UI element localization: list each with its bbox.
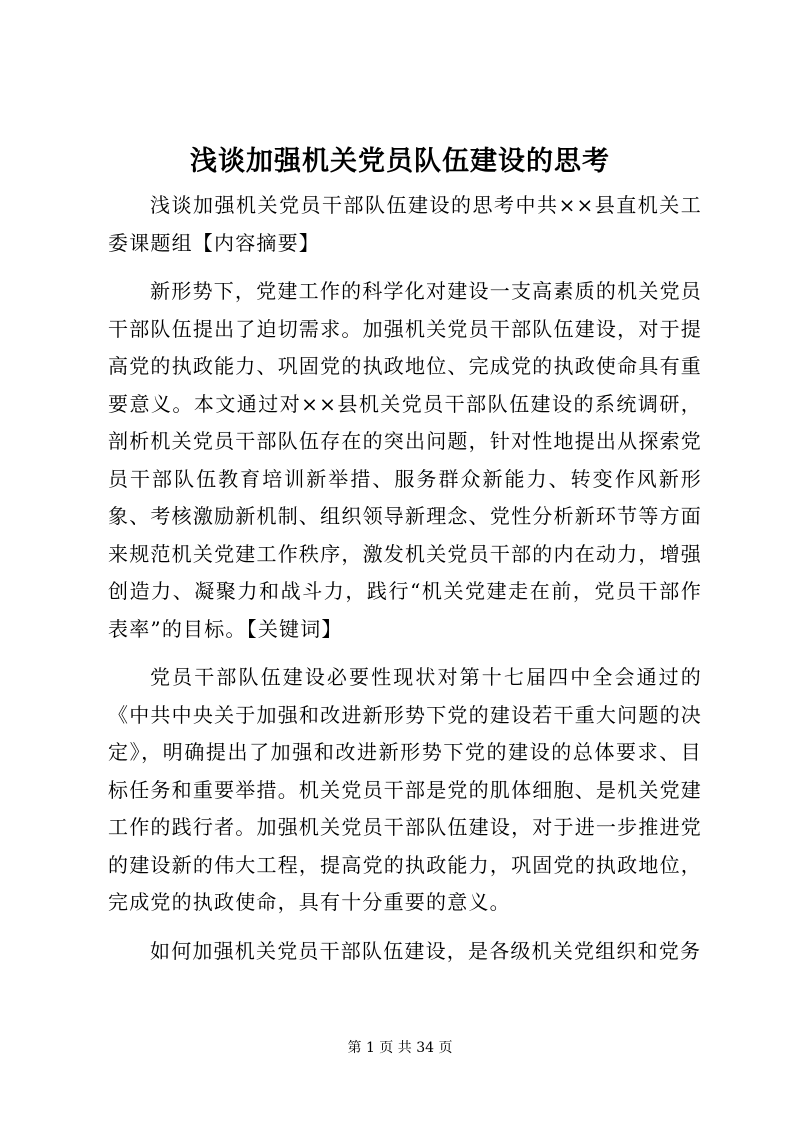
document-body	[108, 187, 702, 981]
paragraph-background: 党员干部队伍建设必要性现状对第十七届四中全会通过的《中共中央关于加强和改进新形势下党的建设若干重大问题的决定》，明确提出了加强和改进新形势下党的建设的总体要求、目标任务和重要举措。机关党员干部是党的肌体细胞、是机关党建工作的践行者。加强机关党员干部队伍建设，对于进一步推进党的建设新的伟大工程，提高党的执政能力，巩固党的执政地位，完成党的执政使命，具有十分重要的意义。	[108, 665, 702, 914]
page-number-footer: 第 1 页 共 34 页	[347, 1040, 453, 1056]
paragraph-abstract-heading: 浅谈加强机关党员干部队伍建设的思考中共××县直机关工委课题组【内容摘要】	[108, 193, 702, 255]
paragraph-abstract: 新形势下，党建工作的科学化对建设一支高素质的机关党员干部队伍提出了迫切需求。加强机关党员干部队伍建设，对于提高党的执政能力、巩固党的执政地位、完成党的执政使命具有重要意义。本文通过对××县机关党员干部队伍建设的系统调研，剖析机关党员干部队伍存在的突出问题，针对性地提出从探索党员干部队伍教育培训新举措、服务群众新能力、转变作风新形象、考核激励新机制、组织领导新理念、党性分析新环节等方面来规范机关党建工作秩序，激发机关党员干部的内在动力，增强创造力、凝聚力和战斗力，践行“机关党建走在前，党员干部作表率”的目标。【关键词】	[108, 279, 702, 641]
paragraph-continuation: 如何加强机关党员干部队伍建设，是各级机关党组织和党务	[150, 938, 702, 963]
document-title: 浅谈加强机关党员队伍建设的思考	[190, 146, 610, 177]
